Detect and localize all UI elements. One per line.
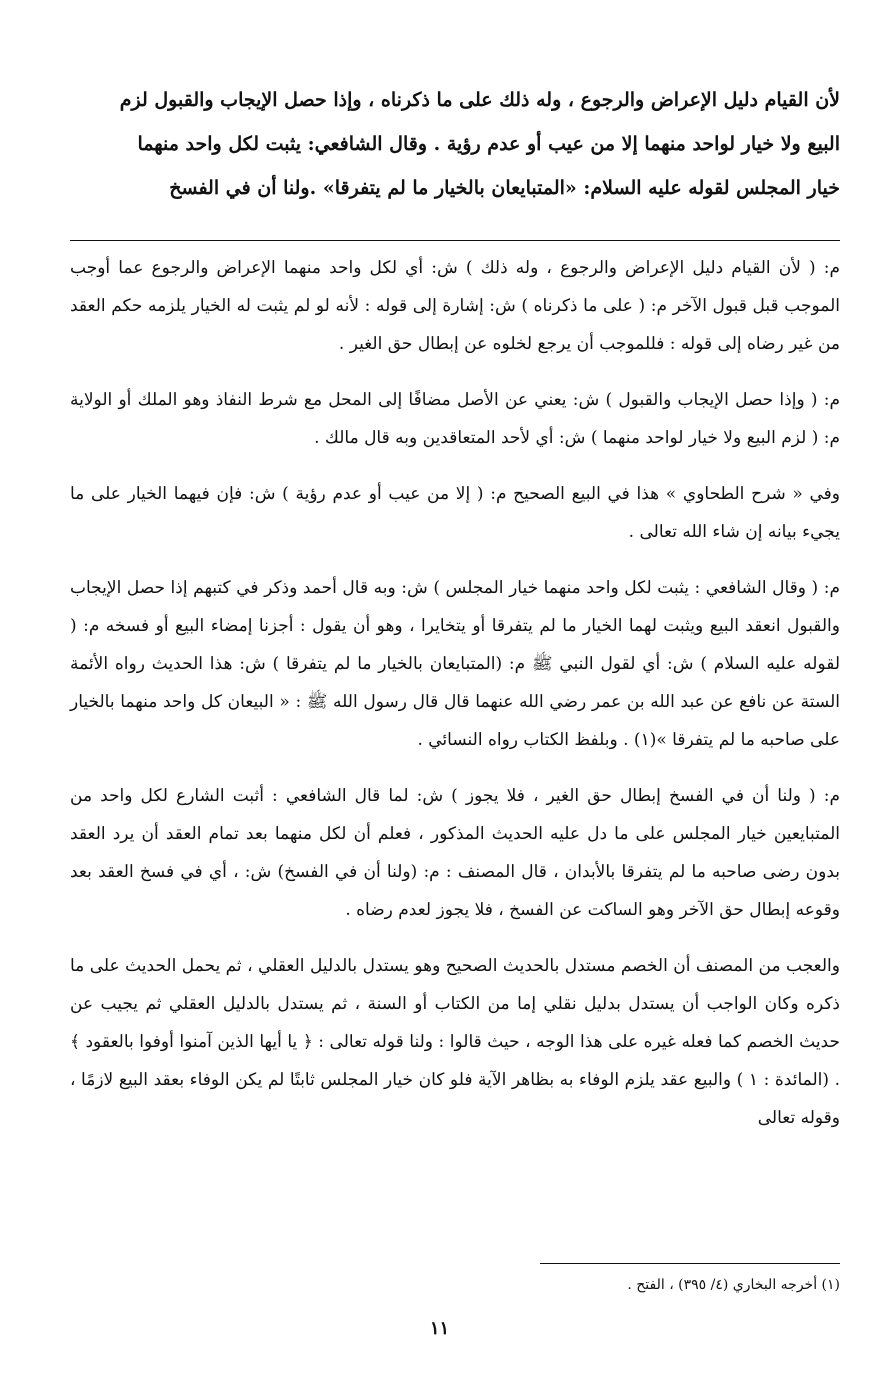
sharh-paragraph: وفي « شرح الطحاوي » هذا في البيع الصحيح م: ( إلا من عيب أو عدم رؤية ) ش: فإن فيهما الخيار على ما يجيء بيانه إن شاء الله تعالى .: [70, 484, 840, 542]
matn-text: [70, 78, 840, 210]
section-divider: [70, 240, 840, 241]
matn-line: لأن القيام دليل الإعراض والرجوع ، وله ذلك على ما ذكرناه ، وإذا حصل الإيجاب والقبول لزم: [119, 89, 840, 111]
page-number: ١١: [429, 1318, 450, 1339]
sharh-paragraph: م: ( ولنا أن في الفسخ إبطال حق الغير ، فلا يجوز ) ش: لما قال الشافعي : أثبت الشارع لكل واحد من المتبايعين خيار المجلس على ما دل عليه الحديث المذكور ، فعلم أن لكل منهما بعد تمام العقد أن يرد العقد بدون رضى صاحبه ما لم يتفرقا بالأبدان ، قال المصنف : م: (ولنا أن في الفسخ) ش: ، أي في فسخ العقد بعد وقوعه إبطال حق الآخر وهو الساكت عن الفسخ ، فلا يجوز لعدم رضاه .: [70, 786, 840, 920]
sharh-paragraph: م: ( وقال الشافعي : يثبت لكل واحد منهما خيار المجلس ) ش: وبه قال أحمد وذكر في كتبهم إذا حصل الإيجاب والقبول انعقد البيع ويثبت لهما الخيار ما لم يتفرقا أو يتخايرا ، وهو أن يقول : أجزنا إمضاء البيع أو فسخه م: ( لقوله عليه السلام ) ش: أي لقول النبي ﷺ م: (المتبايعان بالخيار ما لم يتفرقا ) ش: هذا الحديث رواه الأئمة الستة عن نافع عن عبد الله بن عمر رضي الله عنهما قال قال رسول الله ﷺ : « البيعان كل واحد منهما بالخيار على صاحبه ما لم يتفرقا »(١) . وبلفظ الكتاب رواه النسائي .: [70, 578, 840, 750]
footnote-divider: [540, 1263, 840, 1264]
page-content: [70, 78, 840, 1137]
sharh-paragraph: م: ( لأن القيام دليل الإعراض والرجوع ، وله ذلك ) ش: أي لكل واحد منهما الإعراض والرجوع عما أوجب الموجب قبل قبول الآخر م: ( على ما ذكرناه ) ش: إشارة إلى قوله : لأنه لو لم يثبت له الخيار يلزمه حكم العقد من غير رضاه إلى قوله : فللموجب أن يرجع لخلوه عن إبطال حق الغير .: [70, 258, 840, 354]
matn-line: خيار المجلس لقوله عليه السلام: «المتبايعان بالخيار ما لم يتفرقا» .ولنا أن في الفسخ: [169, 177, 840, 199]
sharh-paragraph: والعجب من المصنف أن الخصم مستدل بالحديث الصحيح وهو يستدل بالدليل العقلي ، ثم يحمل الحديث على ما ذكره وكان الواجب أن يستدل بدليل نقلي إما من الكتاب أو السنة ، ثم يستدل بالدليل العقلي ثم يجيب عن حديث الخصم كما فعله غيره على هذا الوجه ، حيث قالوا : ولنا قوله تعالى : ﴿ يا أيها الذين آمنوا أوفوا بالعقود ﴾ . (المائدة : ١ ) والبيع عقد يلزم الوفاء به بظاهر الآية فلو كان خيار المجلس ثابتًا لم يكن الوفاء بعقد البيع لازمًا ، وقوله تعالى: [70, 956, 840, 1128]
matn-line: البيع ولا خيار لواحد منهما إلا من عيب أو عدم رؤية . وقال الشافعي: يثبت لكل واحد منهما: [137, 133, 840, 155]
sharh-paragraph: م: ( وإذا حصل الإيجاب والقبول ) ش: يعني عن الأصل مضافًا إلى المحل مع شرط النفاذ وهو الملك أو الولاية م: ( لزم البيع ولا خيار لواحد منهما ) ش: أي لأحد المتعاقدين وبه قال مالك .: [70, 390, 840, 448]
footnote: (١) أخرجه البخاري (٤/ ٣٩٥) ، الفتح .: [627, 1277, 840, 1293]
sharh-text: [70, 249, 840, 1137]
